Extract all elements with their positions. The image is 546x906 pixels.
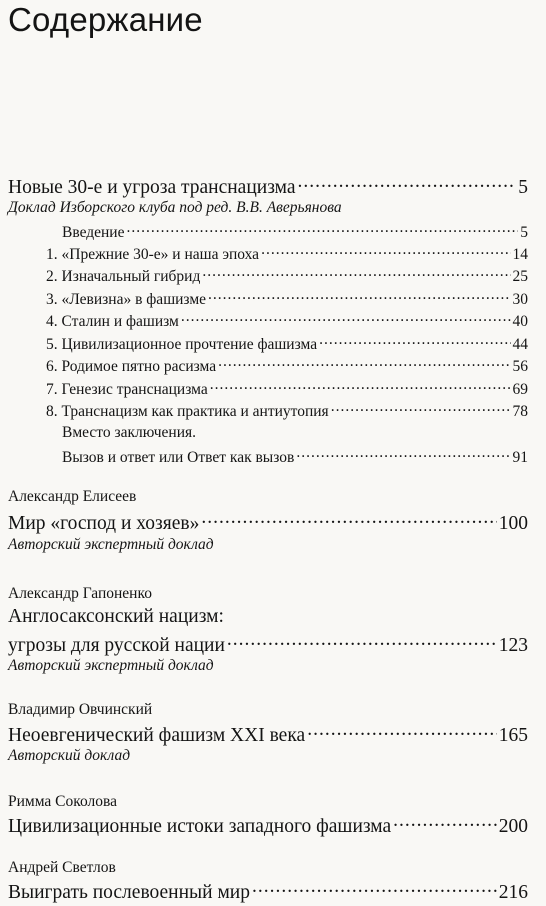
section-author: Андрей Светлов <box>8 859 116 876</box>
leader-dots <box>181 310 511 326</box>
toc-entry-section <box>8 878 528 904</box>
section-title-line: Англосаксонский нацизм: <box>8 606 224 627</box>
entry-title: 5. Цивилизационное прочтение фашизма <box>46 335 318 353</box>
leader-dots <box>252 878 497 898</box>
entry-page: 40 <box>512 312 528 330</box>
entry-title: угрозы для русской нации <box>8 634 225 656</box>
entry-title: 4. Сталин и фашизм <box>46 312 179 330</box>
toc-entry-section <box>8 509 528 535</box>
entry-title: 6. Родимое пятно расизма <box>46 357 217 375</box>
entry-page: 165 <box>498 724 528 746</box>
entry-page: 216 <box>498 881 528 903</box>
entry-page: 56 <box>512 357 528 375</box>
entry-page: 91 <box>512 448 528 466</box>
entry-title: 7. Генезис транснацизма <box>46 380 208 398</box>
toc-entry-section <box>8 812 528 838</box>
entry-title: Вызов и ответ или Ответ как вызов <box>62 448 295 466</box>
entry-title: Введение <box>62 223 125 241</box>
leader-dots <box>208 288 510 304</box>
entry-title: 1. «Прежние 30-е» и наша эпоха <box>46 245 260 263</box>
toc-entry-chapter <box>46 355 528 376</box>
toc-entry-section <box>8 721 528 747</box>
toc-entry-chapter <box>46 288 528 309</box>
entry-page: 100 <box>498 512 528 534</box>
entry-page: 30 <box>512 290 528 308</box>
section-note: Авторский доклад <box>8 747 131 764</box>
section-author: Александр Елисеев <box>8 488 137 505</box>
leader-dots <box>126 221 518 237</box>
entry-page: 25 <box>512 267 528 285</box>
section-author: Александр Гапоненко <box>8 585 152 602</box>
entry-page: 200 <box>498 815 528 837</box>
entry-title: Новые 30-е и угроза транснацизма <box>8 176 296 198</box>
toc-entry-chapter <box>46 310 528 331</box>
leader-dots <box>331 400 511 416</box>
entry-title: Мир «господ и хозяев» <box>8 512 200 534</box>
section-author: Владимир Овчинский <box>8 701 153 718</box>
page-title: Содержание <box>8 1 203 38</box>
entry-page: 123 <box>498 634 528 656</box>
entry-title: 2. Изначальный гибрид <box>46 267 201 285</box>
entry-page: 44 <box>512 335 528 353</box>
entry-title: Неоевгенический фашизм XXI века <box>8 724 306 746</box>
toc-entry-chapter <box>46 265 528 286</box>
entry-title: 3. «Левизна» в фашизме <box>46 290 207 308</box>
section-author: Римма Соколова <box>8 793 118 810</box>
entry-title: 8. Транснацизм как практика и антиутопия <box>46 402 329 420</box>
toc-entry-chapter <box>46 333 528 354</box>
leader-dots <box>201 509 496 529</box>
leader-dots <box>393 812 497 832</box>
entry-page: 69 <box>512 380 528 398</box>
entry-subtitle: Доклад Изборского клуба под ред. В.В. Аверьянова <box>8 199 342 216</box>
entry-page: 5 <box>518 176 528 198</box>
entry-title: Выиграть послевоенный мир <box>8 881 250 903</box>
entry-page: 14 <box>512 245 528 263</box>
leader-dots <box>210 378 511 394</box>
toc-entry-chapter <box>46 400 528 421</box>
leader-dots <box>296 446 510 462</box>
leader-dots <box>298 173 517 193</box>
entry-page: 5 <box>520 223 528 241</box>
leader-dots <box>307 721 497 741</box>
toc-entry-section <box>8 631 528 657</box>
leader-dots <box>319 333 510 349</box>
leader-dots <box>218 355 510 371</box>
entry-title: Цивилизационные истоки западного фашизма <box>8 815 392 837</box>
leader-dots <box>227 631 497 651</box>
toc-entry-chapter <box>46 243 528 264</box>
leader-dots <box>202 265 510 281</box>
conclusion-label: Вместо заключения. <box>62 424 197 441</box>
toc-entry-main <box>8 173 528 199</box>
toc-entry-chapter <box>46 378 528 399</box>
section-note: Авторский экспертный доклад <box>8 657 214 674</box>
toc-entry-intro <box>62 221 528 242</box>
entry-page: 78 <box>512 402 528 420</box>
leader-dots <box>261 243 510 259</box>
toc-entry-conclusion <box>62 446 528 467</box>
section-note: Авторский экспертный доклад <box>8 536 214 553</box>
